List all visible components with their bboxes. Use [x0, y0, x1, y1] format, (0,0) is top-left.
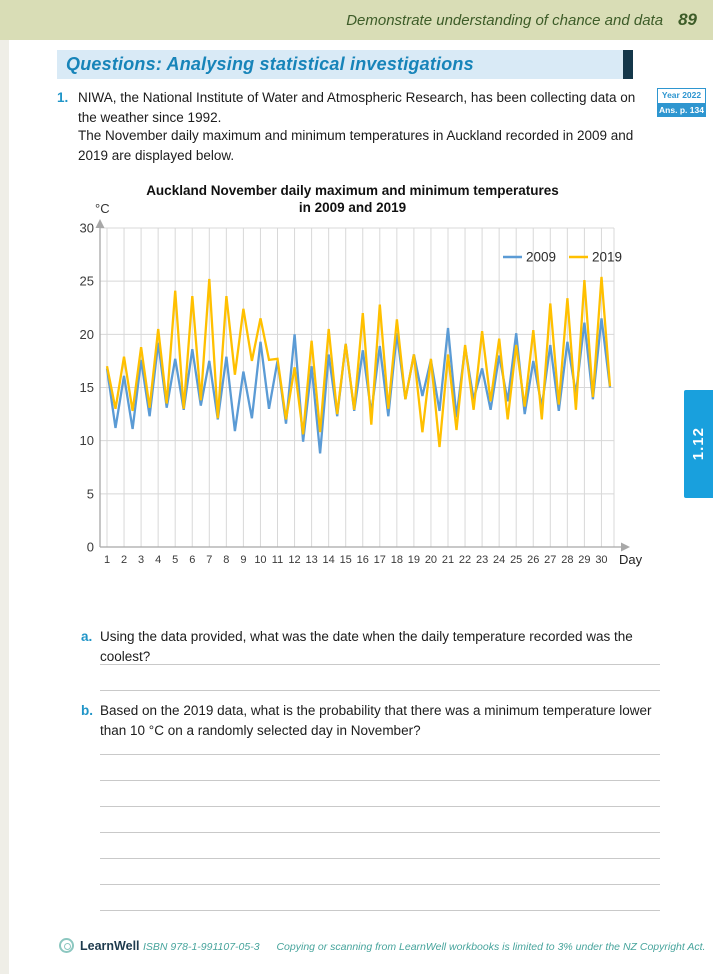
question-1-description: The November daily maximum and minimum temperatures in Auckland recorded in 2009 and 2019 are displayed below.	[78, 128, 634, 163]
question-1a-label: a.	[81, 629, 93, 644]
badge-year: Year 2022	[657, 88, 706, 104]
chart-legend	[503, 250, 622, 265]
x-axis-label: Day	[619, 552, 643, 567]
svg-text:10: 10	[254, 554, 267, 566]
svg-text:6: 6	[189, 554, 196, 566]
svg-text:16: 16	[356, 554, 369, 566]
svg-text:23: 23	[475, 554, 489, 566]
footer-isbn: ISBN 978-1-991107-05-3	[143, 940, 260, 953]
svg-text:2: 2	[120, 554, 128, 566]
chart-subtitle: in 2009 and 2019	[298, 200, 407, 215]
svg-text:10: 10	[79, 433, 94, 449]
svg-text:5: 5	[172, 554, 179, 566]
chart-x-ticks	[104, 554, 608, 566]
chart-y-unit-label: °C	[95, 201, 110, 216]
svg-text:17: 17	[373, 554, 386, 566]
temperature-chart-svg	[79, 219, 643, 571]
y-axis-arrow-icon	[96, 219, 105, 228]
section-banner-title: Questions: Analysing statistical investigations	[66, 54, 474, 74]
answer-line[interactable]	[100, 885, 660, 911]
chapter-side-tab-label: 1.12	[690, 427, 707, 461]
svg-text:20: 20	[79, 326, 94, 342]
svg-text:3: 3	[138, 554, 145, 566]
question-1b-label: b.	[81, 703, 93, 718]
svg-text:25: 25	[510, 554, 523, 566]
footer-brand: LearnWell	[80, 939, 140, 953]
svg-text:9: 9	[240, 554, 247, 566]
svg-text:30: 30	[595, 554, 608, 566]
legend-label-2019: 2019	[592, 249, 623, 265]
svg-text:25: 25	[79, 273, 94, 289]
page-header-band	[0, 0, 713, 40]
legend-label-2009: 2009	[526, 249, 557, 265]
svg-text:22: 22	[458, 554, 472, 566]
chapter-side-tab	[684, 390, 713, 498]
chart-title: Auckland November daily maximum and minimum temperatures	[146, 183, 559, 198]
svg-text:0: 0	[86, 539, 94, 555]
svg-text:30: 30	[79, 220, 94, 236]
svg-text:4: 4	[155, 554, 162, 566]
answer-lines-b	[100, 729, 660, 911]
question-1-intro: NIWA, the National Institute of Water and Atmospheric Research, has been collecting data on the weather since 1992.	[78, 90, 636, 125]
svg-text:1: 1	[103, 554, 111, 566]
answer-line[interactable]	[100, 755, 660, 781]
answer-line[interactable]	[100, 859, 660, 885]
answer-line[interactable]	[100, 781, 660, 807]
svg-text:20: 20	[424, 554, 438, 566]
question-1-number: 1.	[57, 90, 69, 105]
answer-line[interactable]	[100, 833, 660, 859]
svg-text:14: 14	[322, 554, 335, 566]
footer-copyright: Copying or scanning from LearnWell workbooks is limited to 3% under the NZ Copyright Act.	[276, 940, 706, 953]
footer-meta	[143, 941, 705, 953]
svg-text:27: 27	[544, 554, 557, 566]
svg-text:24: 24	[493, 554, 506, 566]
svg-text:8: 8	[223, 554, 230, 566]
svg-text:5: 5	[86, 486, 94, 502]
svg-text:19: 19	[407, 554, 421, 566]
page-number: 89	[678, 10, 697, 29]
svg-text:18: 18	[390, 554, 403, 566]
x-axis-arrow-icon	[621, 543, 630, 552]
svg-text:21: 21	[441, 554, 455, 566]
answer-line[interactable]	[100, 639, 660, 665]
answer-line[interactable]	[100, 665, 660, 691]
section-banner	[57, 50, 623, 79]
answer-line[interactable]	[100, 729, 660, 755]
question-1b-text: Based on the 2019 data, what is the probability that there was a minimum temperature lower than 10 °C on a randomly selected day in November?	[100, 703, 652, 738]
page-edge-shading	[0, 40, 9, 974]
svg-text:26: 26	[527, 554, 540, 566]
svg-text:15: 15	[79, 380, 94, 395]
answer-line[interactable]	[100, 807, 660, 833]
svg-text:15: 15	[339, 554, 352, 566]
svg-text:13: 13	[305, 554, 318, 566]
chart-y-ticks	[80, 221, 94, 555]
svg-text:11: 11	[271, 554, 284, 566]
page-footer	[0, 936, 713, 960]
svg-text:12: 12	[288, 554, 301, 566]
chapter-title: Demonstrate understanding of chance and data	[346, 11, 664, 29]
year-answer-badge	[657, 88, 706, 117]
answer-lines-a	[100, 639, 660, 691]
svg-text:28: 28	[561, 554, 574, 566]
svg-text:29: 29	[578, 554, 591, 566]
svg-text:7: 7	[206, 554, 213, 566]
section-banner-end-block	[623, 50, 633, 79]
learnwell-logo-icon	[59, 938, 74, 953]
badge-answer-page: Ans. p. 134	[657, 104, 706, 118]
question-1a-text: Using the data provided, what was the date when the daily temperature recorded was the coolest?	[100, 629, 633, 664]
